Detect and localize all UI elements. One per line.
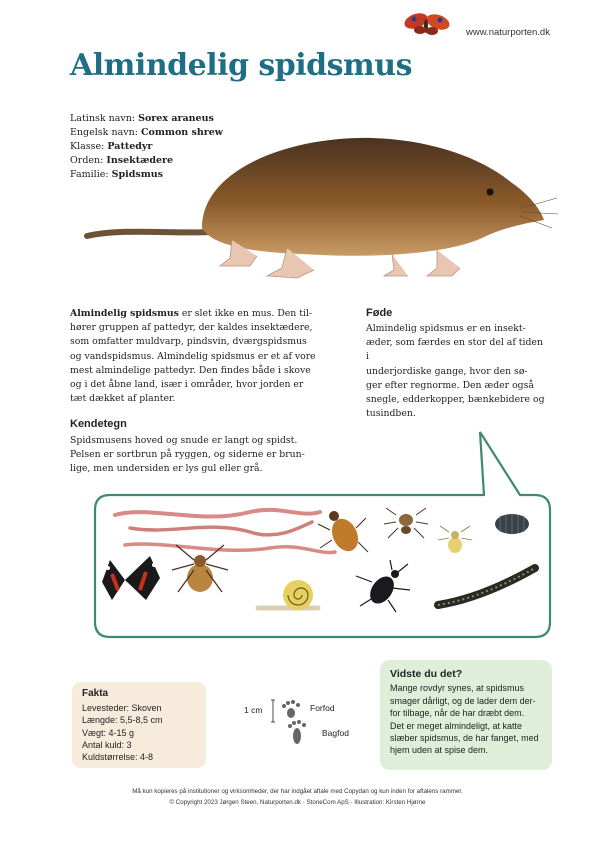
fode-text: Almindelig spidsmus er en insekt- æder, som færdes en stor del af tiden i underjordiske gange, hvor den sø- ger efter regnorme. Den æder også snegle, edderkopper, bænkebidere og tusindben. — [366, 323, 545, 420]
fakta-line: Vægt: 4-15 g — [82, 727, 135, 738]
did-you-know-line: Mange rovdyr synes, at spidsmus — [390, 683, 525, 694]
kendetegn-text: Spidsmusens hoved og snude er langt og spidst. Pelsen er sortbrun på ryggen, og siderne er brun- lige, men undersiden er lys gul eller grå. — [70, 435, 305, 475]
fakta-heading: Fakta — [82, 688, 109, 699]
hindfoot-print — [288, 720, 306, 744]
did-you-know-line: smager dårligt, og de lader dem der- — [390, 695, 536, 706]
did-you-know-line: hjem uden at spise dem. — [390, 745, 489, 756]
fakta-line: Levesteder: Skoven — [82, 703, 162, 714]
did-you-know-line: Det er meget almindeligt, at katte — [390, 720, 523, 731]
footer — [0, 786, 595, 808]
site-url[interactable]: www.naturporten.dk — [466, 27, 550, 38]
fakta-box — [72, 682, 206, 768]
meta-family: Familie: Spidsmus — [70, 169, 164, 180]
did-you-know-line: for tilbage, når de har dræbt dem. — [390, 708, 525, 719]
fakta-line: Længde: 5,5-8,5 cm — [82, 715, 163, 726]
meta-class: Klasse: Pattedyr — [70, 141, 153, 152]
scale-label: 1 cm — [244, 705, 263, 715]
fakta-line: Antal kuld: 3 — [82, 739, 132, 750]
forefoot-print — [282, 700, 300, 718]
hindfoot-label: Bagfod — [322, 728, 349, 738]
did-you-know-box — [380, 660, 552, 770]
kendetegn-heading: Kendetegn — [70, 418, 127, 430]
meta-order: Orden: Insektædere — [70, 155, 174, 166]
woodlouse-illustration — [495, 514, 529, 534]
forefoot-label: Forfod — [310, 703, 335, 713]
copy-notice: Må kun kopieres på institutioner og virksomheder, der har indgået aftale med Copydan og kun inden for aftalens rammer. — [132, 788, 463, 795]
did-you-know-heading: Vidste du det? — [390, 668, 463, 680]
meta-english: Engelsk navn: Common shrew — [70, 127, 223, 138]
meta-latin: Latinsk navn: Sorex araneus — [70, 113, 214, 124]
fode-heading: Føde — [366, 307, 393, 319]
fakta-line: Kuldstørrelse: 4-8 — [82, 752, 154, 763]
copyright: © Copyright 2023 Jørgen Steen, Naturporten.dk · StoneCom ApS · Illustration: Kirsten Hjørne — [169, 799, 426, 806]
did-you-know-line: slæber spidsmus, de har fanget, med — [390, 733, 539, 744]
intro-text: Almindelig spidsmus er slet ikke en mus. Den til- hører gruppen af pattedyr, der kaldes insektædere, som omfatter muldvarp, pindsvin, dværgspidsmus og vandspidsmus. Almindelig spidsmus er et af vore mest almindelige pattedyr. Den findes både i skove og i det åbne land, især i områder, hvor jorden er tæt dækket af planter. — [70, 308, 316, 405]
page-title: Almindelig spidsmus — [70, 48, 412, 83]
